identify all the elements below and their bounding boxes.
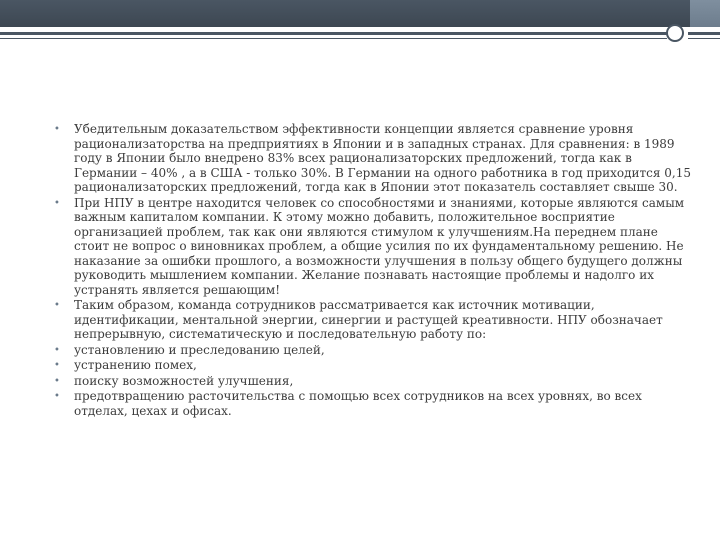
list-item-text: установлению и преследованию целей, <box>74 342 325 357</box>
list-item <box>52 122 692 195</box>
ring-ornament <box>666 24 684 42</box>
bullet-icon: • <box>54 197 60 209</box>
bullet-icon: • <box>54 124 60 135</box>
header-band <box>0 0 720 27</box>
header-accent-block <box>690 0 720 27</box>
list-item <box>52 298 692 342</box>
list-item <box>52 196 692 298</box>
list-item-text: Таким образом, команда сотрудников рассматривается как источник мотивации, идентификации, ментальной энергии, синергии и растущей креативности. НПУ обозначает непрерывную, систематическую и последовательную работу по: <box>74 298 663 341</box>
divider-thick-right <box>688 32 720 35</box>
bullet-icon: • <box>54 391 60 402</box>
bullet-icon: • <box>54 344 60 356</box>
divider-thin-right <box>688 38 720 39</box>
bullet-icon: • <box>54 375 60 387</box>
list-item <box>52 343 692 358</box>
bullet-icon: • <box>54 360 60 371</box>
list-item <box>52 358 692 373</box>
list-item-text: предотвращению расточительства с помощью всех сотрудников на всех уровнях, во всех отделах, цехах и офисах. <box>74 389 642 418</box>
bullet-icon: • <box>54 300 60 311</box>
list-item-text: Убедительным доказательством эффективности концепции является сравнение уровня рационализаторства на предприятиях в Японии и в западных странах. Для сравнения: в 1989 году в Японии было внедрено 83% всех рационализаторских предложений, тогда как в Германии – 40% , а в США - только 30%. В Германии на одного работника в год приходится 0,15 рационализаторских предложений, тогда как в Японии этот показатель составляет свыше 30. <box>74 122 691 194</box>
list-item <box>52 374 692 389</box>
list-item-text: При НПУ в центре находится человек со способностями и знаниями, которые являются самым важным капиталом компании. К этому можно добавить, положительное восприятие организацией проблем, так как они являются стимулом к улучшениям.На переднем плане стоит не вопрос о виновниках проблем, а общие усилия по их фундаментальному решению. Не наказание за ошибки прошлого, а возможности улучшения в пользу общего будущего должны руководить мышлением компании. Желание познавать настоящие проблемы и надолго их устранять является решающим! <box>74 195 685 297</box>
list-item-text: поиску возможностей улучшения, <box>74 373 294 388</box>
bullet-list <box>52 122 692 418</box>
divider-thick <box>0 32 667 35</box>
list-item-text: устранению помех, <box>74 358 197 372</box>
slide-body <box>52 122 692 419</box>
list-item <box>52 389 692 418</box>
divider-thin <box>0 38 667 39</box>
